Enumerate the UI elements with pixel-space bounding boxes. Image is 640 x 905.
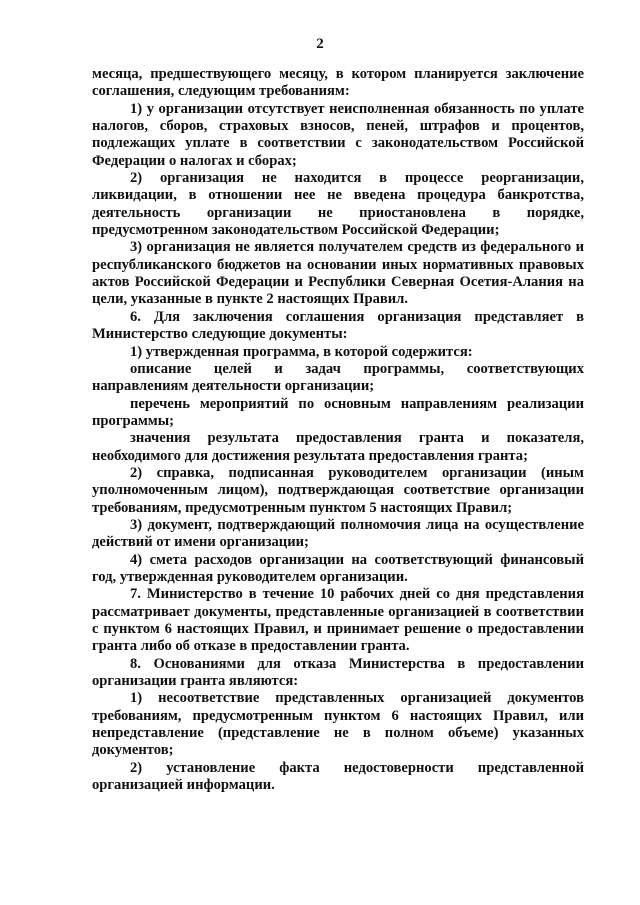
paragraph-clause-8: 8. Основаниями для отказа Министерства в предоставлении организации гранта являются: (92, 655, 584, 690)
paragraph-requirement-1: 1) у организации отсутствует неисполненная обязанность по уплате налогов, сборов, страховых взносов, пеней, штрафов и процентов, подлежащих уплате в соответствии с законодательством Российской Федерации о налогах и сборах; (92, 100, 584, 169)
paragraph-refusal-1: 1) несоответствие представленных организацией документов требованиям, предусмотренным пунктом 6 настоящих Правил, или непредставление (представление не в полном объеме) указанных документов; (92, 690, 584, 759)
paragraph-clause-7: 7. Министерство в течение 10 рабочих дней со дня представления рассматривает документы, представленные организацией в соответствии с пунктом 6 настоящих Правил, и принимает решение о предоставлении гранта либо об отказе в предоставлении гранта. (92, 586, 584, 655)
paragraph-clause-6: 6. Для заключения соглашения организация представляет в Министерство следующие документы: (92, 308, 584, 343)
paragraph-document-4: 4) смета расходов организации на соответствующий финансовый год, утвержденная руководителем организации. (92, 551, 584, 585)
paragraph-document-3: 3) документ, подтверждающий полномочия лица на осуществление действий от имени организации; (92, 516, 584, 551)
paragraph-document-1: 1) утвержденная программа, в которой содержится: (130, 343, 473, 360)
paragraph-requirement-3: 3) организация не является получателем средств из федерального и республиканского бюджетов на основании иных нормативных правовых актов Российской Федерации и Республики Северная Осетия-Алания на цели, указанные в пункте 2 настоящих Правил. (92, 239, 584, 308)
paragraph-program-goals: описание целей и задач программы, соответствующих направлениям деятельности организации; (92, 360, 584, 395)
page-number: 2 (316, 36, 324, 52)
paragraph-continuation: месяца, предшествующего месяцу, в котором планируется заключение соглашения, следующим требованиям: (92, 66, 584, 100)
paragraph-program-activities: перечень мероприятий по основным направлениям реализации программы; (92, 395, 584, 429)
paragraph-requirement-2: 2) организация не находится в процессе реорганизации, ликвидации, в отношении нее не введена процедура банкротства, деятельность организации не приостановлена в порядке, предусмотренном законодательством Российской Федерации; (92, 170, 584, 239)
paragraph-program-indicators: значения результата предоставления гранта и показателя, необходимого для достижения результата предоставления гранта; (92, 430, 584, 464)
paragraph-document-2: 2) справка, подписанная руководителем организации (иным уполномоченным лицом), подтверждающая соответствие организации требованиям, предусмотренным пунктом 5 настоящих Правил; (92, 464, 584, 516)
paragraph-refusal-2: 2) установление факта недостоверности представленной организацией информации. (92, 759, 584, 794)
document-body (92, 66, 584, 794)
